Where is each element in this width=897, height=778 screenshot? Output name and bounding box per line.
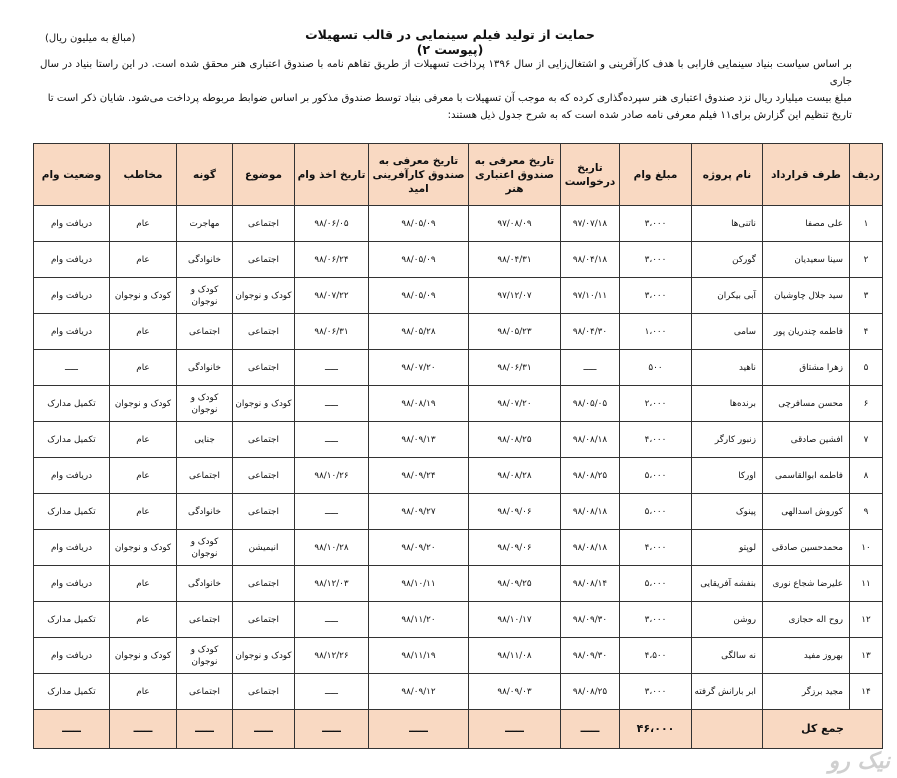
cell-genre: خانوادگی (177, 350, 233, 386)
table-row (34, 314, 883, 350)
cell-audience: عام (110, 602, 177, 638)
cell-audience: عام (110, 350, 177, 386)
cell-subject: اجتماعی (233, 350, 295, 386)
cell-no: ۸ (850, 458, 883, 494)
cell-amount: ۱،۰۰۰ (620, 314, 692, 350)
cell-request: ۹۸/۰۸/۱۴ (561, 566, 620, 602)
cell-project: گورکن (692, 242, 763, 278)
cell-subject: اجتماعی (233, 206, 295, 242)
cell-genre: جنایی (177, 422, 233, 458)
column-header: تاریخ درخواست (561, 144, 620, 206)
cell-loan: ۹۸/۱۰/۲۸ (295, 530, 369, 566)
cell-genre: اجتماعی (177, 314, 233, 350)
column-header: تاریخ معرفی به صندوق کارآفرینی امید (369, 144, 469, 206)
cell-request: ۹۸/۰۸/۱۸ (561, 494, 620, 530)
cell-art: ۹۸/۰۹/۲۵ (469, 566, 561, 602)
cell-amount: ۵۰۰ (620, 350, 692, 386)
cell-no: ۶ (850, 386, 883, 422)
cell-request: ۹۸/۰۸/۱۸ (561, 530, 620, 566)
cell-art: ۹۸/۰۵/۲۳ (469, 314, 561, 350)
cell-subject: انیمیشن (233, 530, 295, 566)
cell-art: ۹۸/۰۹/۰۳ (469, 674, 561, 710)
cell-request: ۹۸/۰۸/۲۵ (561, 458, 620, 494)
cell-loan: ۹۸/۱۲/۰۳ (295, 566, 369, 602)
table-row (34, 422, 883, 458)
table-row (34, 350, 883, 386)
table-row (34, 566, 883, 602)
cell-no: ۴ (850, 314, 883, 350)
cell-request: ۹۷/۰۷/۱۸ (561, 206, 620, 242)
cell-loan: ۹۸/۰۶/۳۱ (295, 314, 369, 350)
cell-art: ۹۷/۰۸/۰۹ (469, 206, 561, 242)
cell-status: دریافت وام (34, 566, 110, 602)
cell-status: دریافت وام (34, 242, 110, 278)
cell-party: افشین صادقی (763, 422, 850, 458)
cell-no: ۱۰ (850, 530, 883, 566)
cell-genre: خانوادگی (177, 494, 233, 530)
total-label: جمع کل (763, 710, 883, 749)
cell-request: ۹۸/۰۹/۳۰ (561, 638, 620, 674)
cell-omid: ۹۸/۰۷/۲۰ (369, 350, 469, 386)
cell-party: سید جلال چاوشیان (763, 278, 850, 314)
cell-party: سینا سعیدیان (763, 242, 850, 278)
cell-art: ۹۸/۰۸/۲۵ (469, 422, 561, 458)
cell-loan: ۹۸/۱۰/۲۶ (295, 458, 369, 494)
table-row (34, 530, 883, 566)
total-dash-cell: ـــــ (295, 710, 369, 749)
cell-subject: کودک و نوجوان (233, 638, 295, 674)
cell-request: ۹۸/۰۵/۰۵ (561, 386, 620, 422)
cell-genre: خانوادگی (177, 566, 233, 602)
cell-audience: کودک و نوجوان (110, 530, 177, 566)
cell-request: ۹۸/۰۹/۳۰ (561, 602, 620, 638)
cell-subject: اجتماعی (233, 422, 295, 458)
cell-audience: عام (110, 494, 177, 530)
column-header: طرف قرارداد (763, 144, 850, 206)
table-row (34, 602, 883, 638)
table-header-row (34, 144, 883, 206)
cell-genre: کودک و نوجوان (177, 278, 233, 314)
cell-status: دریافت وام (34, 530, 110, 566)
cell-amount: ۳،۰۰۰ (620, 602, 692, 638)
total-dash-cell: ـــــ (110, 710, 177, 749)
cell-omid: ۹۸/۱۰/۱۱ (369, 566, 469, 602)
cell-loan: ـــــ (295, 386, 369, 422)
cell-project: اورکا (692, 458, 763, 494)
cell-project: سامی (692, 314, 763, 350)
cell-amount: ۳،۰۰۰ (620, 674, 692, 710)
cell-party: روح اله حجازی (763, 602, 850, 638)
table-row (34, 242, 883, 278)
column-header: گونه (177, 144, 233, 206)
cell-project: بنفشه آفریقایی (692, 566, 763, 602)
cell-omid: ۹۸/۰۵/۰۹ (369, 242, 469, 278)
column-header: تاریخ معرفی به صندوق اعتباری هنر (469, 144, 561, 206)
cell-party: بهروز مفید (763, 638, 850, 674)
cell-party: زهرا مشتاق (763, 350, 850, 386)
cell-project: لوپتو (692, 530, 763, 566)
cell-audience: عام (110, 674, 177, 710)
cell-art: ۹۸/۱۱/۰۸ (469, 638, 561, 674)
total-dash-cell: ـــــ (233, 710, 295, 749)
cell-loan: ـــــ (295, 674, 369, 710)
cell-project: ابر بارانش گرفته (692, 674, 763, 710)
cell-amount: ۳،۰۰۰ (620, 278, 692, 314)
cell-art: ۹۸/۱۰/۱۷ (469, 602, 561, 638)
cell-project: پینوک (692, 494, 763, 530)
cell-party: محسن مسافرچی (763, 386, 850, 422)
cell-omid: ۹۸/۰۵/۲۸ (369, 314, 469, 350)
cell-art: ۹۸/۰۷/۲۰ (469, 386, 561, 422)
table-row (34, 494, 883, 530)
cell-audience: کودک و نوجوان (110, 386, 177, 422)
intro-line-3: تاریخ تنظیم این گزارش برای۱۱ فیلم معرفی نامه صادر شده است که به شرح جدول ذیل هستند: (447, 110, 852, 121)
cell-party: علی مصفا (763, 206, 850, 242)
cell-genre: اجتماعی (177, 602, 233, 638)
total-dash-cell: ـــــ (369, 710, 469, 749)
cell-genre: خانوادگی (177, 242, 233, 278)
cell-art: ۹۸/۰۶/۳۱ (469, 350, 561, 386)
cell-loan: ـــــ (295, 602, 369, 638)
cell-no: ۹ (850, 494, 883, 530)
cell-audience: کودک و نوجوان (110, 278, 177, 314)
cell-request: ۹۷/۱۰/۱۱ (561, 278, 620, 314)
cell-audience: عام (110, 206, 177, 242)
total-amount: ۴۶،۰۰۰ (620, 710, 692, 749)
cell-request: ۹۸/۰۸/۲۵ (561, 674, 620, 710)
cell-subject: کودک و نوجوان (233, 278, 295, 314)
cell-omid: ۹۸/۰۸/۱۹ (369, 386, 469, 422)
cell-project: روشن (692, 602, 763, 638)
cell-project: آبی بیکران (692, 278, 763, 314)
cell-omid: ۹۸/۰۹/۲۴ (369, 458, 469, 494)
cell-loan: ـــــ (295, 350, 369, 386)
cell-amount: ۴،۵۰۰ (620, 638, 692, 674)
total-dash-cell: ـــــ (177, 710, 233, 749)
cell-party: محمدحسین صادقی (763, 530, 850, 566)
total-dash-cell: ـــــ (469, 710, 561, 749)
cell-status: تکمیل مدارک (34, 674, 110, 710)
cell-art: ۹۸/۰۸/۲۸ (469, 458, 561, 494)
cell-request: ۹۸/۰۸/۱۸ (561, 422, 620, 458)
cell-genre: اجتماعی (177, 674, 233, 710)
cell-subject: اجتماعی (233, 242, 295, 278)
cell-party: مجید برزگر (763, 674, 850, 710)
loans-table (33, 143, 883, 749)
cell-art: ۹۸/۰۹/۰۶ (469, 494, 561, 530)
watermark-logo (806, 738, 894, 778)
cell-art: ۹۷/۱۲/۰۷ (469, 278, 561, 314)
page-title: حمایت از تولید فیلم سینمایی در قالب تسهیلات (پیوست ۲) (305, 27, 595, 57)
total-dash-cell: ـــــ (34, 710, 110, 749)
cell-loan: ۹۸/۰۷/۲۲ (295, 278, 369, 314)
table-row (34, 674, 883, 710)
cell-no: ۲ (850, 242, 883, 278)
column-header: مبلغ وام (620, 144, 692, 206)
cell-omid: ۹۸/۰۹/۱۳ (369, 422, 469, 458)
cell-party: علیرضا شجاع نوری (763, 566, 850, 602)
table-row (34, 386, 883, 422)
column-header: مخاطب (110, 144, 177, 206)
table-row (34, 206, 883, 242)
cell-no: ۱۳ (850, 638, 883, 674)
column-header: وضعیت وام (34, 144, 110, 206)
cell-loan: ۹۸/۱۲/۲۶ (295, 638, 369, 674)
cell-status: دریافت وام (34, 638, 110, 674)
cell-audience: عام (110, 422, 177, 458)
column-header: نام پروژه (692, 144, 763, 206)
cell-loan: ۹۸/۰۶/۰۵ (295, 206, 369, 242)
cell-audience: عام (110, 242, 177, 278)
intro-line-1: بر اساس سیاست بنیاد سینمایی فارابی با هدف کارآفرینی و اشتغال‌زایی از سال ۱۳۹۶ پرداخت تسهیلات از طریق تفاهم نامه با صندوق اعتباری هنر محقق شده است. در این راستا بنیاد در سال جاری (40, 59, 852, 87)
cell-status: ـــــ (34, 350, 110, 386)
cell-omid: ۹۸/۰۵/۰۹ (369, 206, 469, 242)
cell-subject: اجتماعی (233, 458, 295, 494)
cell-genre: کودک و نوجوان (177, 638, 233, 674)
cell-request: ۹۸/۰۴/۳۰ (561, 314, 620, 350)
cell-genre: کودک و نوجوان (177, 530, 233, 566)
cell-audience: کودک و نوجوان (110, 638, 177, 674)
cell-party: کوروش اسدالهی (763, 494, 850, 530)
unit-note: (مبالغ به میلیون ریال) (45, 33, 136, 44)
cell-amount: ۴،۰۰۰ (620, 530, 692, 566)
cell-subject: اجتماعی (233, 314, 295, 350)
cell-project: ناهید (692, 350, 763, 386)
intro-line-2: مبلغ بیست میلیارد ریال نزد صندوق اعتباری هنر سپرده‌گذاری کرده که به موجب آن تسهیلات با معرفی بنیاد توسط صندوق مذکور بر اساس ضوابط مربوطه پرداخت می‌شود. شایان ذکر است تا (47, 93, 852, 104)
cell-art: ۹۸/۰۴/۳۱ (469, 242, 561, 278)
cell-status: دریافت وام (34, 458, 110, 494)
cell-genre: مهاجرت (177, 206, 233, 242)
cell-no: ۱۲ (850, 602, 883, 638)
cell-no: ۱۱ (850, 566, 883, 602)
cell-amount: ۲،۰۰۰ (620, 386, 692, 422)
cell-audience: عام (110, 566, 177, 602)
cell-request: ۹۸/۰۴/۱۸ (561, 242, 620, 278)
cell-subject: اجتماعی (233, 674, 295, 710)
cell-status: تکمیل مدارک (34, 494, 110, 530)
cell-omid: ۹۸/۰۹/۱۲ (369, 674, 469, 710)
cell-omid: ۹۸/۰۹/۲۰ (369, 530, 469, 566)
cell-party: فاطمه چندریان پور (763, 314, 850, 350)
cell-project: برنده‌ها (692, 386, 763, 422)
cell-status: دریافت وام (34, 278, 110, 314)
cell-status: تکمیل مدارک (34, 602, 110, 638)
cell-loan: ـــــ (295, 422, 369, 458)
table-row (34, 458, 883, 494)
cell-no: ۱ (850, 206, 883, 242)
cell-subject: اجتماعی (233, 566, 295, 602)
cell-omid: ۹۸/۰۵/۰۹ (369, 278, 469, 314)
total-empty-cell (692, 710, 763, 749)
intro-paragraph (40, 56, 852, 124)
cell-no: ۳ (850, 278, 883, 314)
cell-amount: ۴،۰۰۰ (620, 422, 692, 458)
cell-amount: ۳،۰۰۰ (620, 206, 692, 242)
cell-request: ـــــ (561, 350, 620, 386)
column-header: تاریخ اخذ وام (295, 144, 369, 206)
cell-omid: ۹۸/۰۹/۲۷ (369, 494, 469, 530)
cell-amount: ۵،۰۰۰ (620, 566, 692, 602)
table-row (34, 278, 883, 314)
cell-genre: اجتماعی (177, 458, 233, 494)
cell-no: ۷ (850, 422, 883, 458)
cell-omid: ۹۸/۱۱/۱۹ (369, 638, 469, 674)
cell-omid: ۹۸/۱۱/۲۰ (369, 602, 469, 638)
cell-no: ۵ (850, 350, 883, 386)
cell-status: دریافت وام (34, 314, 110, 350)
cell-subject: اجتماعی (233, 494, 295, 530)
cell-project: نه سالگی (692, 638, 763, 674)
cell-amount: ۵،۰۰۰ (620, 494, 692, 530)
cell-audience: عام (110, 458, 177, 494)
cell-no: ۱۴ (850, 674, 883, 710)
cell-amount: ۵،۰۰۰ (620, 458, 692, 494)
cell-loan: ـــــ (295, 494, 369, 530)
cell-project: زنبور کارگر (692, 422, 763, 458)
cell-status: دریافت وام (34, 206, 110, 242)
cell-audience: عام (110, 314, 177, 350)
table-row (34, 638, 883, 674)
svg-text:نیک رو: نیک رو (828, 749, 890, 774)
cell-genre: کودک و نوجوان (177, 386, 233, 422)
cell-party: فاطمه ابوالقاسمی (763, 458, 850, 494)
cell-subject: اجتماعی (233, 602, 295, 638)
cell-status: تکمیل مدارک (34, 386, 110, 422)
cell-status: تکمیل مدارک (34, 422, 110, 458)
cell-project: ناتنی‌ها (692, 206, 763, 242)
cell-subject: کودک و نوجوان (233, 386, 295, 422)
cell-loan: ۹۸/۰۶/۲۴ (295, 242, 369, 278)
total-row (34, 710, 883, 749)
total-dash-cell: ـــــ (561, 710, 620, 749)
cell-art: ۹۸/۰۹/۰۶ (469, 530, 561, 566)
column-header: ردیف (850, 144, 883, 206)
cell-amount: ۳،۰۰۰ (620, 242, 692, 278)
column-header: موضوع (233, 144, 295, 206)
